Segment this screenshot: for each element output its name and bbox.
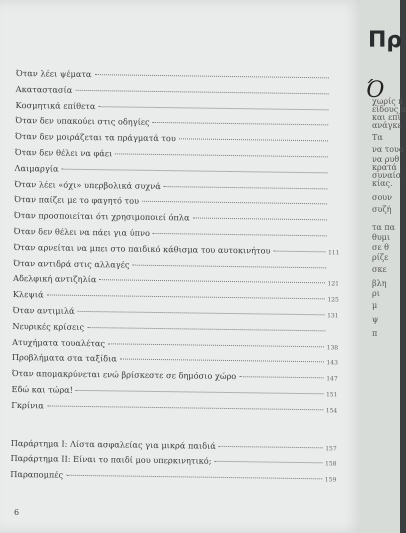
dot-leader [273,250,325,252]
dot-leader [108,343,324,347]
toc-entry-page: 154 [325,407,338,415]
right-page-text-fragment: συζή [372,205,392,214]
toc-entry-title: Εδώ και τώρα! [11,383,74,395]
toc-entry-page: 159 [324,476,337,484]
dot-leader [179,138,328,141]
toc-entry-title: Όταν παίζει με το φαγητό του [14,194,140,207]
toc-entry-title: Γκρίνια [11,399,44,411]
toc-entry-page: 147 [326,375,338,383]
dot-leader [164,186,328,189]
right-page-text-fragment: ανάγκε [372,121,402,130]
toc-entry-title: Όταν δεν θέλει να φάει [14,146,113,159]
toc-entry-title: Ατυχήματα τουαλέτας [12,336,106,348]
dot-leader [62,168,328,173]
dot-leader [98,106,328,110]
toc-entry-page: 151 [325,391,338,399]
dot-leader [47,295,325,300]
toc-entry-title: Όταν λέει «όχι» υπερβολικά συχνά [14,178,161,191]
toc-entry-page: 121 [327,280,340,288]
right-page-text-fragment: ψ [372,315,379,324]
dot-leader [142,201,327,205]
table-of-contents [10,68,342,489]
right-page-text-fragment: συναίσ [372,171,402,180]
dot-leader [193,218,327,221]
dot-leader [239,376,323,378]
right-page-text-fragment: π [372,329,378,338]
dot-leader [219,445,323,447]
right-page-text-fragment: ρι [372,289,380,298]
toc-entry-title: Όταν δεν υπακούει στις οδηγίες [15,115,150,128]
dot-leader [133,264,327,268]
dot-leader [115,153,328,157]
toc-entry-title: Όταν απομακρύνεται ενώ βρίσκεστε σε δημόσιο χώρο [11,368,237,382]
toc-entry-title: Όταν δεν θέλει να πάει για ύπνο [13,225,150,238]
toc-entry-page: 125 [327,296,339,304]
toc-entry-title: Παράρτημα ΙΙ: Είναι το παιδί μου υπερκινητικό; [10,453,212,467]
toc-entry-title: Νευρικές κρίσεις [12,320,85,332]
toc-entry-page: 131 [327,312,339,320]
right-page-text-fragment: να ρυθ [372,155,400,164]
toc-entry-page: 158 [324,460,337,468]
toc-entry-title: Όταν λέει ψέματα [15,68,92,80]
right-page-text-fragment: κίας. [372,179,393,188]
right-page [360,0,406,533]
toc-entry-title: Ακαταστασία [15,83,73,95]
toc-entry-title: Κλεψιά [12,289,44,300]
toc-entry-page: 157 [325,444,337,453]
dot-leader [76,390,323,394]
right-page-text-fragment: ρίζε [372,253,389,262]
right-page-text-fragment: κρατά [372,163,397,172]
right-page-text-fragment: σουν [372,193,393,202]
right-page-text-fragment: και επί [372,113,401,122]
right-page-text-fragment: θυμι [372,233,391,242]
toc-entry-page: 143 [326,359,338,367]
right-page-text-fragment: σε θ [372,243,389,252]
right-page-text-fragment: τα πα [372,223,396,232]
toc-entry-page: 111 [327,249,340,257]
right-page-text-fragment: σκε [372,265,387,274]
dot-leader [153,122,329,125]
dot-leader [99,280,324,284]
dot-leader [87,327,325,331]
dot-leader [78,311,325,315]
page-number: 6 [14,508,20,517]
right-page-text-fragment: να τουο [372,145,404,154]
toc-entry-title: Παραπομπές [10,469,64,480]
dot-leader [215,461,323,464]
toc-entry-page: 138 [326,343,339,352]
toc-entry-title: Όταν αντιμιλά [12,304,75,316]
toc-entry-title: Όταν δεν μοιράζεται τα πράγματά του [14,131,176,144]
toc-entry-title: Όταν προσποιείται ότι χρησιμοποιεί όπλα [13,210,190,223]
toc-entry-title: Λαιμαργία [14,162,59,174]
toc-entry-title: Όταν αντιδρά στις αλλαγές [13,257,130,270]
right-page-text-fragment: βλη [372,279,387,288]
dot-leader [94,74,328,78]
chapter-heading: Πρ [368,28,403,53]
toc-entry-title: Όταν αρνείται να μπει στο παιδικό κάθισμα του αυτοκινήτου [13,241,271,256]
toc-entry-title: Αδελφική αντιζηλία [12,273,97,285]
right-page-text-fragment: χωρίς κ [372,97,404,106]
toc-entry-title: Κοσμητικά επίθετα [15,99,96,111]
toc-entry [10,469,336,489]
toc-entry-title: Προβλήματα στα ταξίδια [11,352,117,364]
dot-leader [120,359,324,363]
dot-leader [75,90,328,95]
dot-leader [153,233,327,236]
right-page-text-fragment: μ [372,301,378,310]
right-page-text-fragment: είδους α [372,105,406,114]
right-page-text-fragment: Τα [372,133,383,142]
dot-leader [66,475,322,480]
toc-entry-title: Παράρτημα Ι: Λίστα ασφαλείας για μικρά παιδιά [10,437,216,451]
dot-leader [47,405,323,410]
drop-capital: Ό [366,78,385,103]
